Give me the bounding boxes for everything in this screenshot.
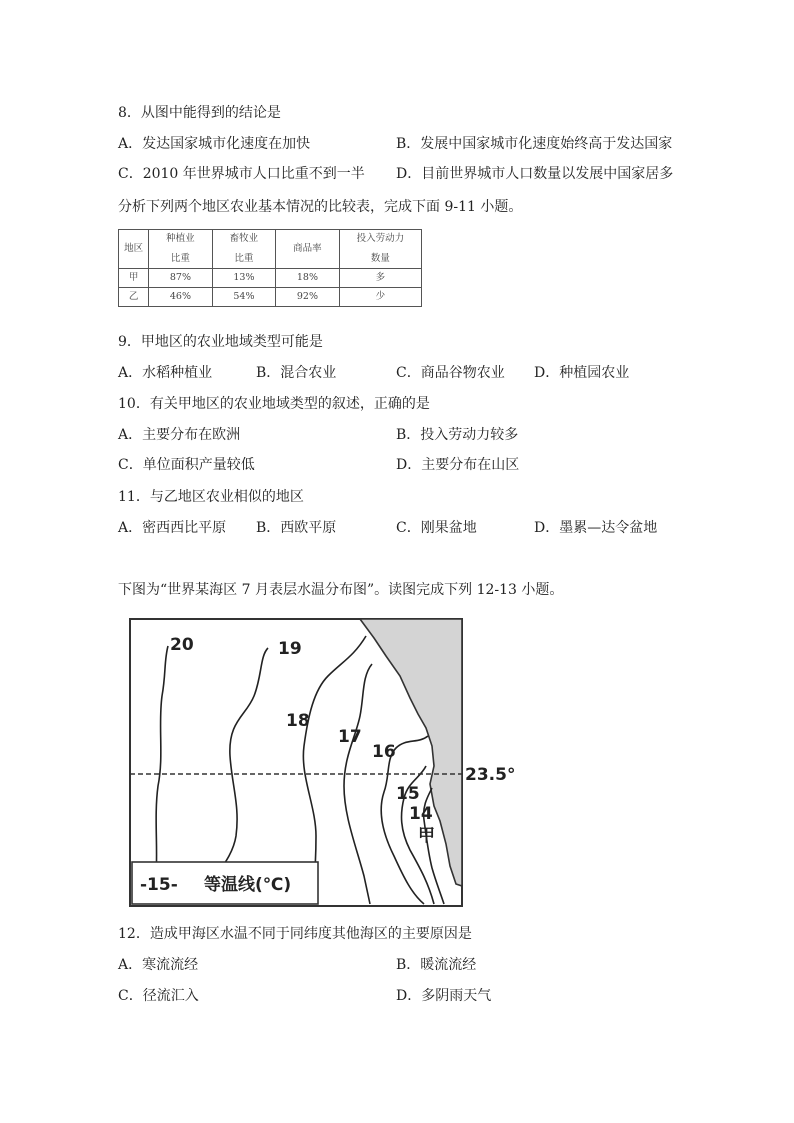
- point-jia-label: 甲: [418, 826, 435, 846]
- legend-text: 等温线(℃): [204, 875, 292, 895]
- table-header-cell: 畜牧业 比重: [212, 230, 276, 269]
- isotherm-label-17: 17: [338, 727, 362, 747]
- q11-option-d: D．墨累—达令盆地: [534, 520, 658, 536]
- q12-option-b: B．暖流流经: [396, 957, 477, 973]
- q10-stem: 10．有关甲地区的农业地域类型的叙述，正确的是: [118, 396, 430, 412]
- q8-option-a: A．发达国家城市化速度在加快: [118, 136, 311, 152]
- q10-option-b: B．投入劳动力较多: [396, 427, 519, 443]
- q9-option-b: B．混合农业: [256, 365, 337, 381]
- latitude-label: 23.5°: [465, 765, 516, 785]
- q12-option-d: D．多阴雨天气: [396, 988, 492, 1004]
- table-cell: 18%: [276, 269, 340, 288]
- table-row: [119, 288, 422, 307]
- q11-option-c: C．刚果盆地: [396, 520, 477, 536]
- table-header-row: [119, 230, 422, 269]
- table-cell: 少: [339, 288, 421, 307]
- table-cell: 甲: [119, 269, 149, 288]
- table-cell: 87%: [149, 269, 213, 288]
- table-header-cell: 投入劳动力 数量: [339, 230, 421, 269]
- q10-option-d: D．主要分布在山区: [396, 457, 520, 473]
- isotherm-label-15: 15: [396, 784, 420, 804]
- q10-option-a: A．主要分布在欧洲: [118, 427, 241, 443]
- q9-stem: 9．甲地区的农业地域类型可能是: [118, 334, 323, 350]
- q9-option-c: C．商品谷物农业: [396, 365, 505, 381]
- q8-option-d: D．目前世界城市人口数量以发展中国家居多: [396, 166, 674, 182]
- q12-option-c: C．径流汇入: [118, 988, 199, 1004]
- q12-stem: 12．造成甲海区水温不同于同纬度其他海区的主要原因是: [118, 926, 472, 942]
- q8-option-b: B．发展中国家城市化速度始终高于发达国家: [396, 136, 673, 152]
- table-header-cell: 商品率: [276, 230, 340, 269]
- sea-surface-temperature-map: [128, 616, 528, 912]
- table-cell: 乙: [119, 288, 149, 307]
- q8-option-c: C．2010 年世界城市人口比重不到一半: [118, 166, 365, 182]
- isotherm-label-16: 16: [372, 742, 396, 762]
- table-cell: 54%: [212, 288, 276, 307]
- isotherm-label-14: 14: [409, 804, 433, 824]
- q10-option-c: C．单位面积产量较低: [118, 457, 255, 473]
- q12-option-a: A．寒流流经: [118, 957, 199, 973]
- isotherm-label-19: 19: [278, 639, 302, 659]
- q11-option-a: A．密西西比平原: [118, 520, 227, 536]
- legend-symbol: -15-: [140, 875, 178, 895]
- table-cell: 92%: [276, 288, 340, 307]
- q11-option-b: B．西欧平原: [256, 520, 337, 536]
- table-header-cell: 种植业 比重: [149, 230, 213, 269]
- isotherm-label-18: 18: [286, 711, 310, 731]
- q11-stem: 11．与乙地区农业相似的地区: [118, 489, 304, 505]
- table-cell: 13%: [212, 269, 276, 288]
- agriculture-comparison-table: [118, 229, 422, 307]
- intro-9-11: 分析下列两个地区农业基本情况的比较表，完成下面 9-11 小题。: [118, 199, 523, 215]
- q9-option-a: A．水稻种植业: [118, 365, 213, 381]
- table-cell: 46%: [149, 288, 213, 307]
- q9-option-d: D．种植园农业: [534, 365, 630, 381]
- intro-12-13: 下图为“世界某海区 7 月表层水温分布图”。读图完成下列 12-13 小题。: [118, 582, 564, 598]
- isotherm-label-20: 20: [170, 635, 194, 655]
- table-cell: 多: [339, 269, 421, 288]
- q8-stem: 8．从图中能得到的结论是: [118, 105, 281, 121]
- table-row: [119, 269, 422, 288]
- table-header-cell: 地区: [119, 230, 149, 269]
